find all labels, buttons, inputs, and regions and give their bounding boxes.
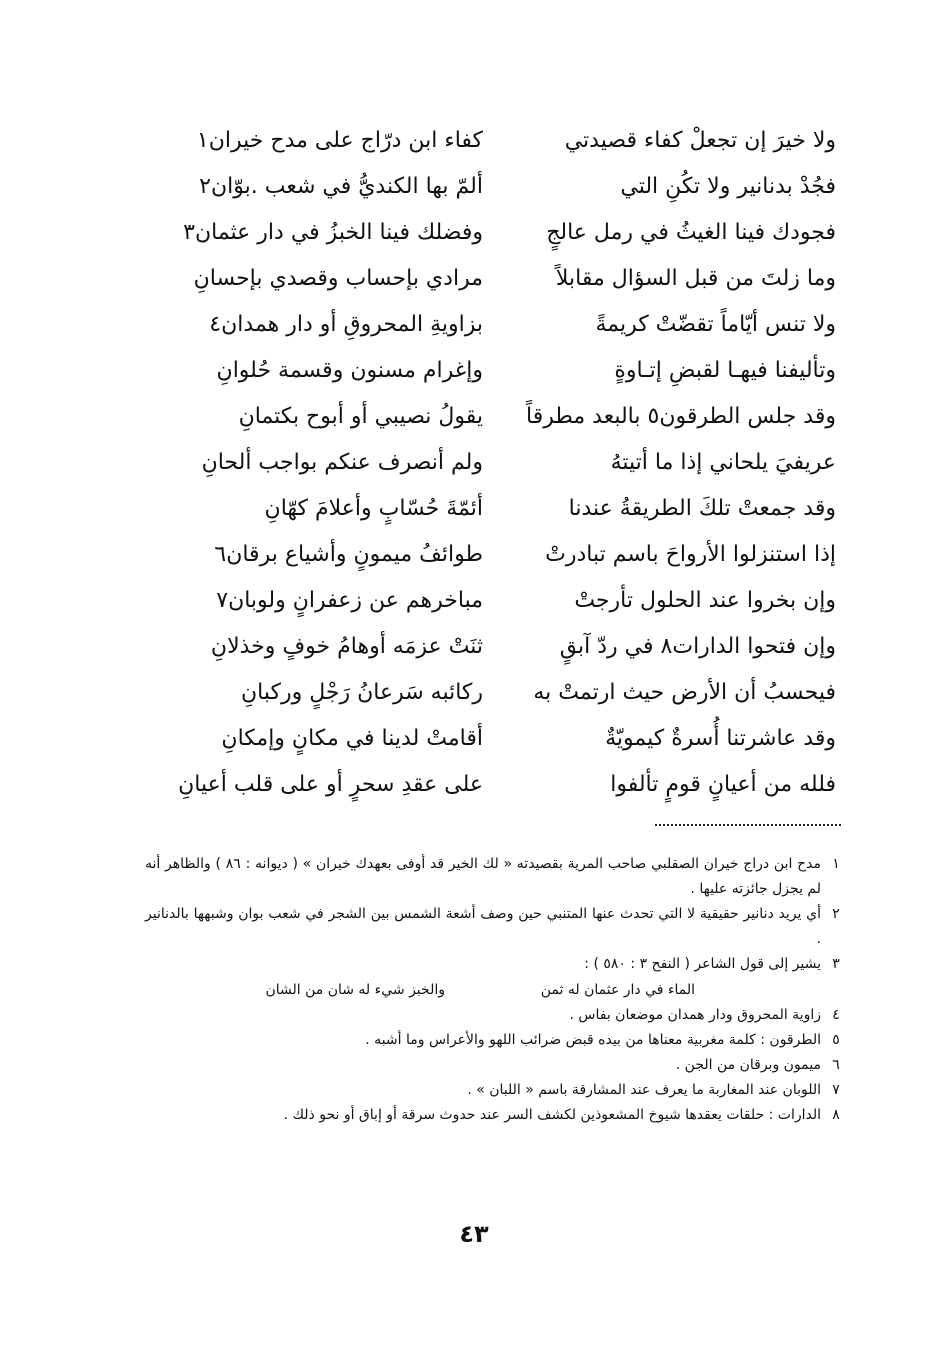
footnote [145,1078,845,1103]
verse-second-hemistich: وفضلك فينا الخبزُ في دار عثمان٣ [183,220,483,245]
verse-second-hemistich: وإغرام مسنون وقسمة حُلوانِ [216,358,483,383]
footnote-number: ٢ [832,906,840,922]
footnotes [145,852,845,1128]
verse [168,578,836,624]
verse-first-hemistich: وتأليفنا فيهـا لقبضِ إتـاوةٍ [614,358,836,383]
verse-first-hemistich: فجودك فينا الغيثُ في رمل عالجٍ [546,220,836,245]
verse-first-hemistich: ولا تنس أيّاماً تقضّتْ كريمةً [595,312,836,337]
verse [168,716,836,762]
verse-second-hemistich: على عقدِ سحرٍ أو على قلب أعيانِ [178,772,483,797]
page-number: ٤٣ [459,1220,489,1248]
verse-second-hemistich: بزاويةِ المحروقِ أو دار همدان٤ [209,312,483,337]
verse [168,670,836,716]
footnote [145,1028,845,1053]
footnote-number: ٦ [832,1057,840,1073]
verse-first-hemistich: إذا استنزلوا الأرواحَ باسم تبادرتْ [545,542,836,567]
footnote-text: يشير إلى قول الشاعر ( النفح ٣ : ٥٨٠ ) : [584,956,821,972]
footnote [145,1003,845,1028]
footnote-number: ٥ [832,1032,840,1048]
verse [168,762,836,808]
verse-first-hemistich: عريفيَ يلحاني إذا ما أتيتهُ [610,450,836,475]
verse-first-hemistich: وإن فتحوا الدارات٨ في ردّ آبقٍ [559,634,836,659]
verse-second-hemistich: ولم أنصرف عنكم بواجب ألحانِ [201,450,483,475]
verse [168,256,836,302]
verse-first-hemistich: وإن بخروا عند الحلول تأرجتْ [574,588,836,613]
footnote-text: الطرقون : كلمة مغربية معناها من بيده قبض ضرائب اللهو والأعراس وما أشبه . [365,1032,821,1048]
footnote [145,852,845,902]
verse [168,302,836,348]
verse-second-hemistich: مرادي بإحساب وقصدي بإحسانِ [193,266,483,291]
verse [168,348,836,394]
footnote-text: ميمون وبرقان من الجن . [675,1057,821,1073]
verse-second-hemistich: كفاء ابن درّاج على مدح خيران١ [196,128,483,153]
poem [168,118,836,818]
verse-first-hemistich: وقد جمعتْ تلكَ الطريقةُ عندنا [568,496,836,521]
footnote-text: أي يريد دنانير حقيقية لا التي تحدث عنها المتنبي حين وصف أشعة الشمس بين الشجر في شعب بوان وشبهها بالدنانير . [145,906,821,947]
verse-first-hemistich: وما زلتَ من قبل السؤال مقابلاً [555,266,836,291]
verse-second-hemistich: ثنَتْ عزمَه أوهامُ خوفٍ وخذلانِ [210,634,483,659]
footnote [145,952,845,977]
footnote-separator [655,824,841,826]
footnote-text: الدارات : حلقات يعقدها شيوخ المشعوذين لكشف السر عند حدوث سرقة أو إباق أو نحو ذلك . [283,1107,821,1123]
verse-second-hemistich: يقولُ نصيبي أو أبوح بكتمانِ [238,404,483,429]
quoted-first-hemistich: الماء في دار عثمان له ثمن [540,982,695,998]
verse-second-hemistich: ألمّ بها الكنديُّ في شعب .بوّان٢ [199,174,483,199]
footnote-text: مدح ابن دراج خيران الصقلبي صاحب المرية بقصيدته « لك الخير قد أوفى بعهدك خيران » ( ديوانه : ٨٦ ) والظاهر أنه لم يجزل جائزته عليها . [145,856,821,897]
footnote-number: ٣ [832,956,840,972]
quoted-second-hemistich: والخبز شيء له شان من الشان [265,982,445,998]
verse-second-hemistich: ركائبه سَرعانُ رَجْلٍ وركبانِ [241,680,483,705]
footnote-number: ٨ [832,1107,840,1123]
verse [168,624,836,670]
verse [168,164,836,210]
footnote-text: زاوية المحروق ودار همدان موضعان بفاس . [569,1007,821,1023]
verse-first-hemistich: وقد جلس الطرقون٥ بالبعد مطرقاً [526,404,836,429]
verse-second-hemistich: أقامتْ لدينا في مكانٍ وإمكانِ [221,726,483,751]
verse-first-hemistich: فيحسبُ أن الأرض حيث ارتمتْ به [533,680,836,705]
footnote-quoted-verse [145,977,845,1003]
footnote [145,1103,845,1128]
footnote-number: ٤ [832,1007,840,1023]
verse-second-hemistich: أئمّةَ حُسّابٍ وأعلامَ كهّانِ [264,496,483,521]
footnote [145,1053,845,1078]
verse [168,486,836,532]
verse-second-hemistich: مباخرهم عن زعفرانٍ ولوبان٧ [216,588,483,613]
verse-first-hemistich: فجُدْ بدنانير ولا تكُنِ التي [620,174,836,199]
verse-first-hemistich: فلله من أعيانٍ قومٍ تألفوا [610,772,836,797]
footnote-text: اللوبان عند المغاربة ما يعرف عند المشارقة باسم « اللبان » . [467,1082,821,1098]
verse-second-hemistich: طوائفُ ميمونٍ وأشياع برقان٦ [214,542,483,567]
verse [168,210,836,256]
verse [168,532,836,578]
verse [168,440,836,486]
verse-first-hemistich: وقد عاشرتنا أُسرةٌ كيمويّةٌ [605,726,836,751]
verse [168,394,836,440]
verse [168,118,836,164]
footnote [145,902,845,952]
verse-first-hemistich: ولا خيرَ إن تجعلْ كفاء قصيدتي [564,128,836,153]
footnote-number: ٧ [832,1082,840,1098]
footnote-number: ١ [832,856,840,872]
